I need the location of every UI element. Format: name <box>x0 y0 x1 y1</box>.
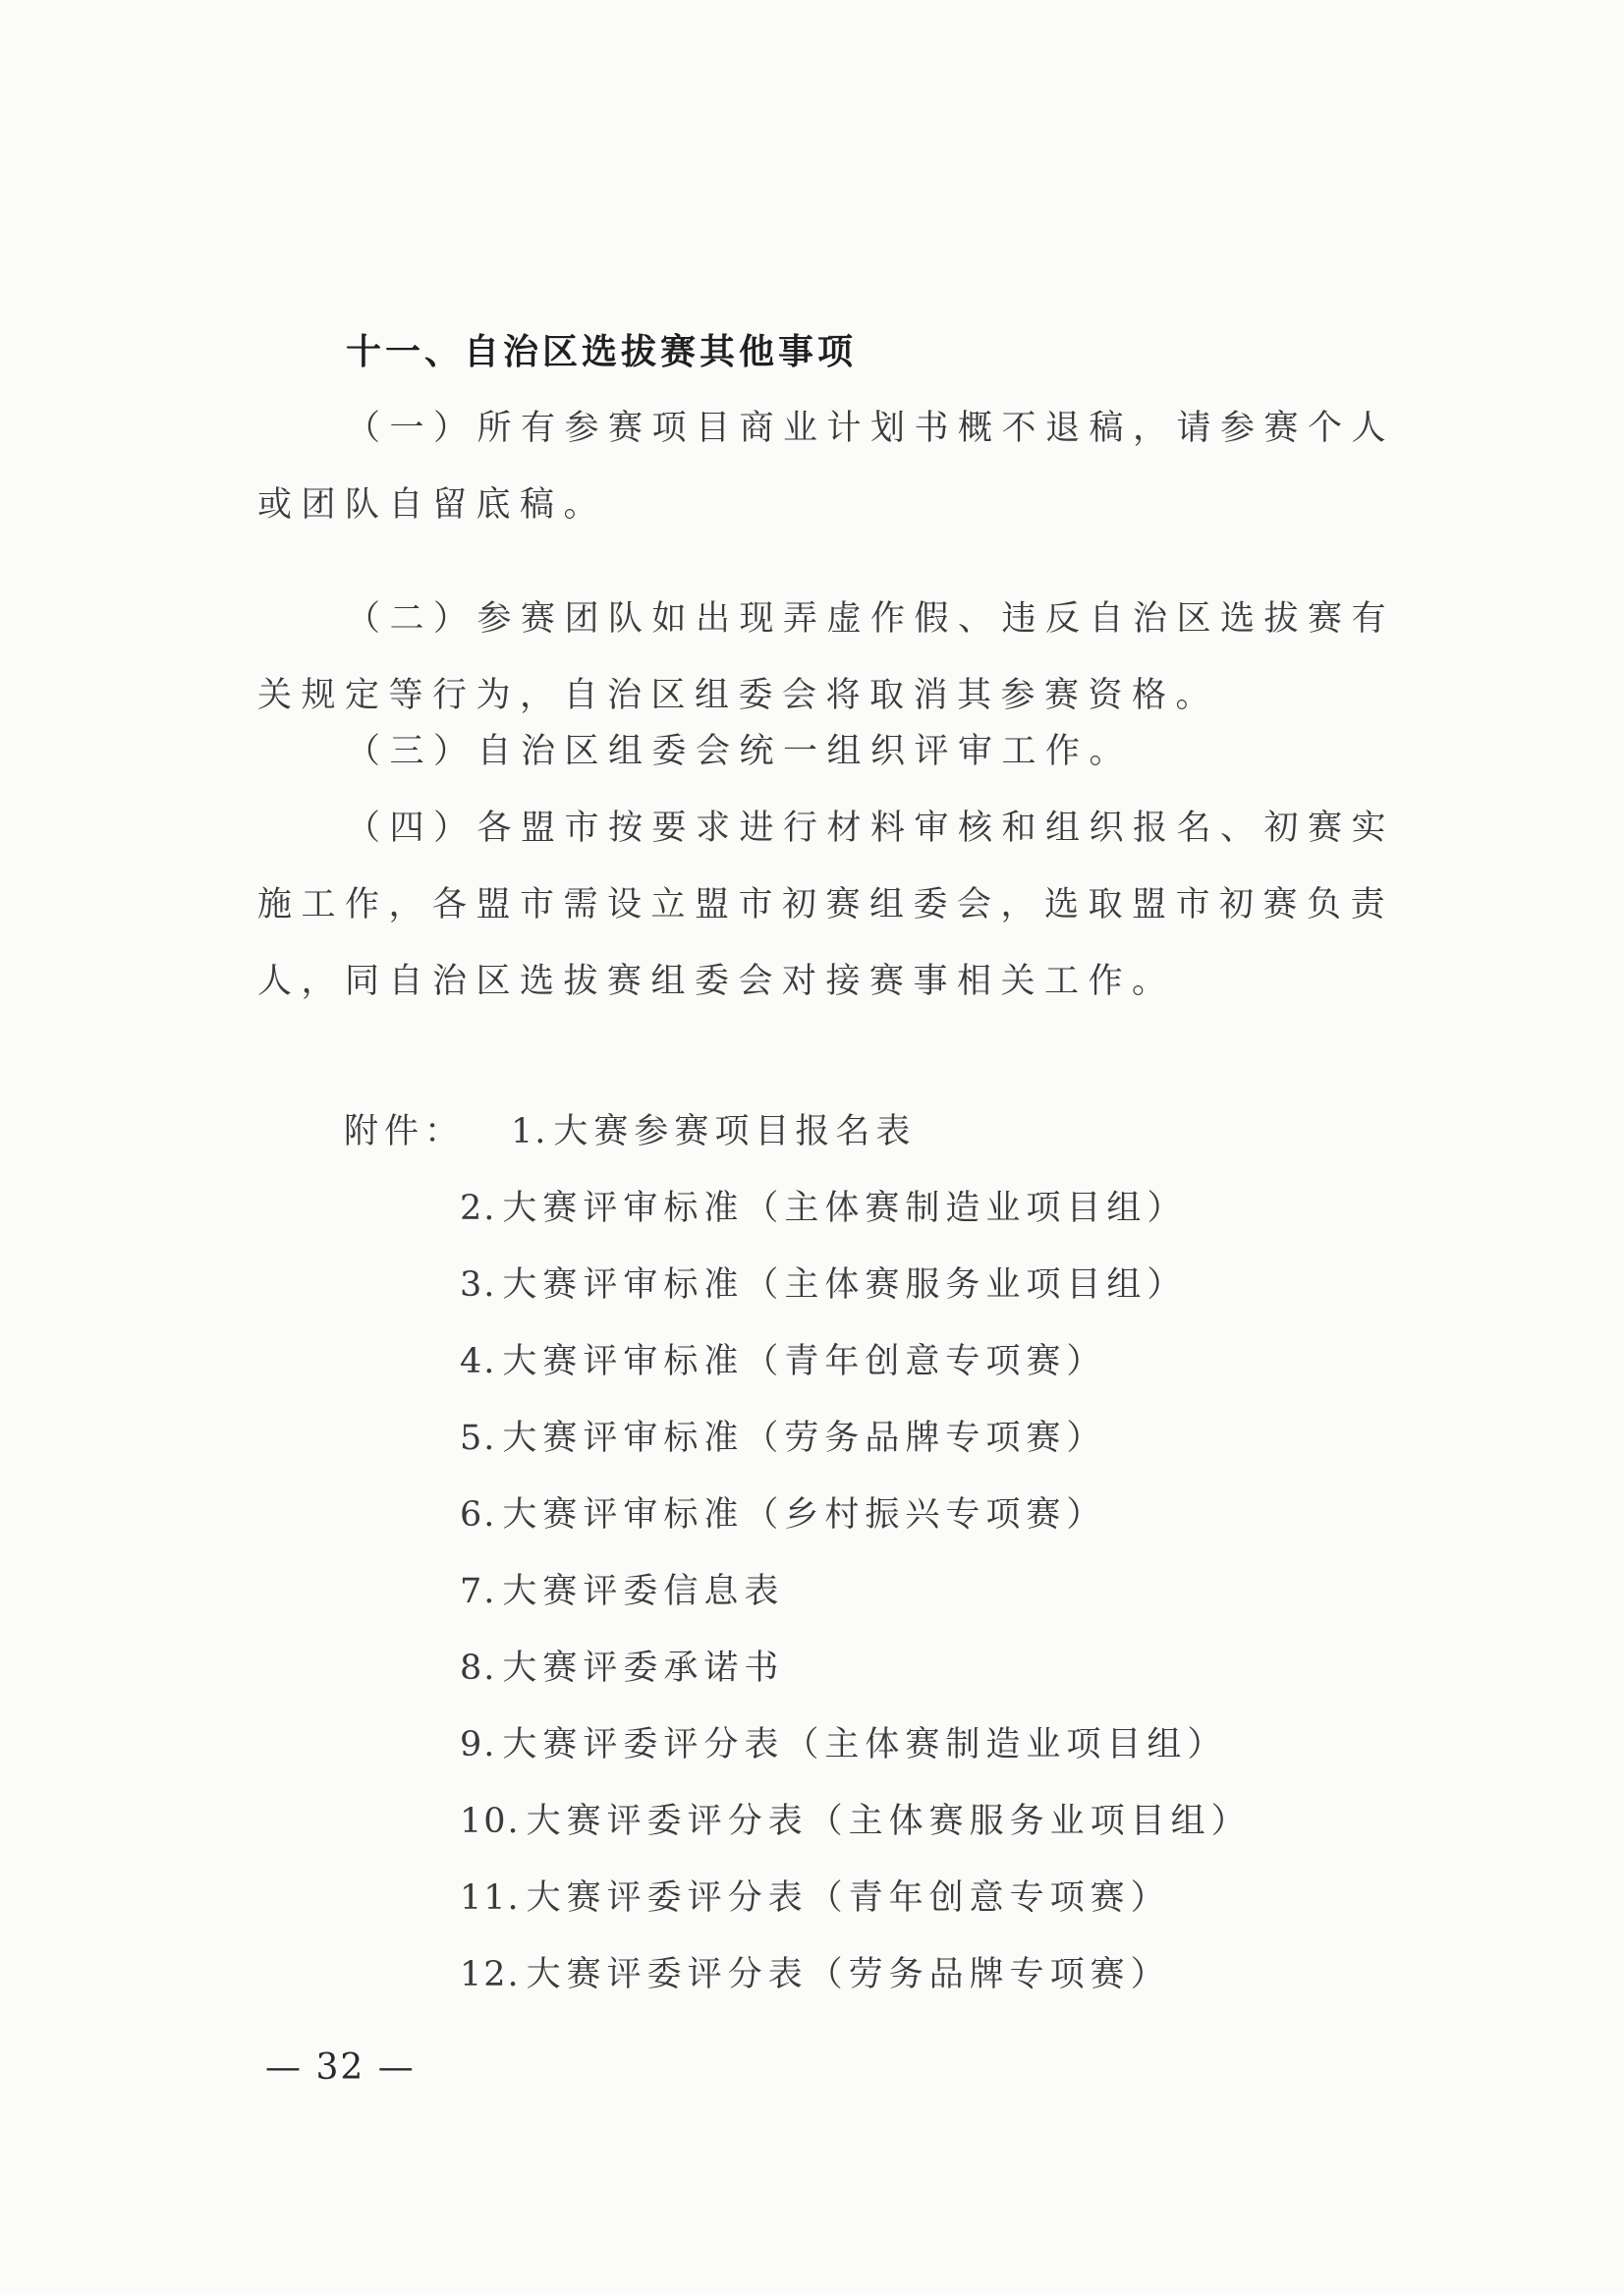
attachment-number: 2. <box>460 1189 497 1228</box>
attachment-number: 6. <box>460 1495 497 1535</box>
attachment-item <box>460 1951 1171 1998</box>
attachment-title: 大赛评委评分表（主体赛制造业项目组） <box>502 1725 1228 1764</box>
attachment-title: 大赛评委信息表 <box>502 1572 785 1611</box>
attachments-label: 附件： <box>344 1112 466 1151</box>
paragraph-3: （三）自治区组委会统一组织评审工作。 <box>346 732 1134 771</box>
attachment-item <box>460 1568 784 1615</box>
page-number: — 32 — <box>265 2047 416 2088</box>
attachment-number: 1. <box>511 1112 548 1151</box>
attachment-number: 9. <box>460 1725 497 1764</box>
attachment-number: 3. <box>460 1265 497 1305</box>
attachment-item <box>460 1261 1187 1309</box>
attachment-title: 大赛评审标准（主体赛制造业项目组） <box>502 1189 1188 1228</box>
attachment-item <box>460 1491 1106 1539</box>
attachment-number: 12. <box>460 1955 521 1994</box>
paragraph-2: （二）参赛团队如出现弄虚作假、违反自治区选拔赛有关规定等行为，自治区组委会将取消其参赛资格。 <box>257 599 1396 715</box>
section-heading: 十一、自治区选拔赛其他事项 <box>346 332 858 372</box>
attachment-item <box>460 1721 1227 1768</box>
attachment-item <box>460 1185 1187 1232</box>
attachment-title: 大赛参赛项目报名表 <box>553 1112 917 1151</box>
attachment-title: 大赛评审标准（乡村振兴专项赛） <box>502 1495 1107 1535</box>
attachment-item <box>460 1415 1106 1462</box>
attachment-title: 大赛评审标准（劳务品牌专项赛） <box>502 1419 1107 1458</box>
paragraph-4: （四）各盟市按要求进行材料审核和组织报名、初赛实施工作，各盟市需设立盟市初赛组委会，选取盟市初赛负责人，同自治区选拔赛组委会对接赛事相关工作。 <box>257 809 1396 1001</box>
attachment-item <box>460 1875 1171 1922</box>
attachment-title: 大赛评委评分表（青年创意专项赛） <box>526 1878 1171 1918</box>
attachment-item <box>460 1338 1106 1385</box>
attachment-item <box>511 1108 916 1155</box>
attachment-number: 4. <box>460 1342 497 1381</box>
attachment-number: 10. <box>460 1802 521 1841</box>
attachment-number: 7. <box>460 1572 497 1611</box>
attachment-title: 大赛评审标准（青年创意专项赛） <box>502 1342 1107 1381</box>
attachment-number: 8. <box>460 1649 497 1688</box>
attachment-title: 大赛评审标准（主体赛服务业项目组） <box>502 1265 1188 1305</box>
attachment-number: 11. <box>460 1878 521 1918</box>
attachment-item <box>460 1798 1252 1845</box>
attachment-title: 大赛评委承诺书 <box>502 1649 785 1688</box>
attachment-title: 大赛评委评分表（劳务品牌专项赛） <box>526 1955 1171 1994</box>
attachment-number: 5. <box>460 1419 497 1458</box>
attachment-title: 大赛评委评分表（主体赛服务业项目组） <box>526 1802 1252 1841</box>
attachment-item <box>460 1645 784 1692</box>
paragraph-1: （一）所有参赛项目商业计划书概不退稿，请参赛个人或团队自留底稿。 <box>257 409 1396 525</box>
